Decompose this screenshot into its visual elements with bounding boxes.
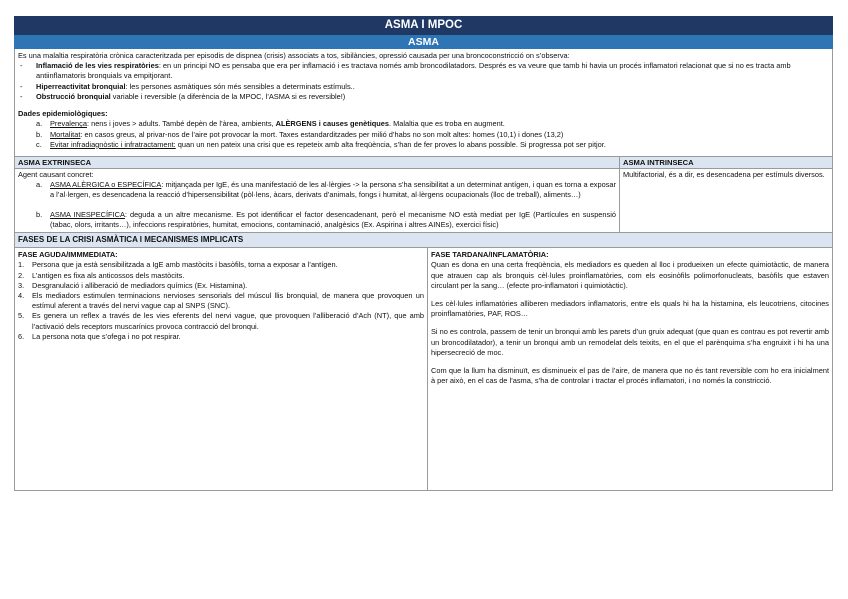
late-phase-paragraph: Si no es controla, passem de tenir un bronqui amb les parets d’un gruix adequat (que quan es contrau es pot revertir amb un broncodilatador), a tenir un bronqui amb un remodelat dels teixits, en el que el parènquima s’ha engruixit i hi ha una hipersecreció de moc. (431, 327, 829, 357)
item-text: : mitjançada per IgE, és una manifestació de les al·lèrgies -> la persona s’ha sensibilitat a un determinat antígen, i quan es torna a exposar a l’al·lergen, es desencadena la reacció d’hipersensibilitat (pòl·lens, àcars, derivats d’animals, fongs i humitat, al·lèrgens ocupacionals (lloc de treball), aliments…) (50, 180, 616, 200)
late-phase-paragraph: Com que la llum ha disminuït, es disminueix el pas de l’aire, de manera que no és tant reversible com ho era inicialment à per això, en el cas de l’asma, s’ha de controlar i tractar el procés inflamatori, i no només la constricció. (431, 366, 829, 386)
item-label: ASMA ALÈRGICA o ESPECÍFICA (50, 180, 162, 190)
item-label: ASMA INESPECÍFICA (50, 209, 125, 219)
document-page (14, 16, 833, 491)
epidemiology-item (18, 140, 829, 150)
list-marker: a. (36, 180, 43, 190)
document-title: ASMA I MPOC (14, 16, 833, 35)
feature-text: : en un principi NO es pensaba que era per inflamació i es tractava només amb broncodilatadors. Després es va veure que tamb hi havia un procés inflamatori relacionat que si no es tracta amb antiinflamatoris bronquials va empitjorant. (36, 61, 791, 81)
section-subtitle: ASMA (14, 35, 833, 49)
intrinsic-column (620, 157, 832, 232)
late-phase-column (428, 248, 832, 490)
acute-step: 6. La persona nota que s’ofega i no pot respirar. (18, 331, 181, 341)
step-text: Desgranulació i alliberació de mediadors químics (Ex. Histamina). (32, 280, 248, 290)
extrinsic-list (18, 180, 616, 230)
item-text: : deguda a un altre mecanisme. Es pot identificar el factor desencadenant, però el mecanisme NO està mediat per IgE (Partícules en suspensió (tabac, olors, irritants…), infeccions respiratòries, humitat, emocions, contaminació, analgèsics (Ex. Aspirina i altres AINEs), exercici físic) (50, 209, 616, 229)
extrinsic-column (15, 157, 620, 232)
epidemiology-item (18, 119, 829, 129)
feature-item (18, 61, 829, 81)
epidemiology-list (18, 119, 829, 150)
acute-step: 3. Desgranulació i alliberació de mediadors químics (Ex. Histamina). (18, 280, 248, 290)
intrinsic-text: Multifactorial, és a dir, es desencadena per estímuls diversos. (623, 169, 825, 179)
feature-item (18, 92, 829, 102)
feature-label: Obstrucció bronquial (36, 91, 111, 101)
item-text-end: . Malaltia que es troba en augment. (389, 119, 505, 129)
extrinsic-intro: Agent causant concret: (18, 169, 94, 179)
acute-step: 1. Persona que ja està sensibilitzada a IgE amb mastòcits i basòfils, torna a exposar a l’antígen. (18, 260, 338, 270)
epidemiology-title: Dades epidemiològiques: (18, 109, 108, 119)
item-label: Evitar infradiagnòstic i infratractament: (50, 139, 176, 149)
item-label: Prevalença (50, 119, 87, 129)
extrinsic-header: ASMA EXTRINSECA (15, 157, 619, 169)
feature-text: variable i reversible (a diferència de la MPOC, l’ASMA si es reversible!) (110, 91, 346, 101)
acute-step: 4. Els mediadors estimulen terminacions nervioses sensorials del múscul llis bronquial, de manera que provoquen un estímul aferent a través del nervi vague cap al SNPS (SNC). (18, 290, 424, 311)
acute-step: 5. Es genera un reflex a través de les vies eferents del nervi vague, que provoquen l’alliberació d’Ach (NT), que amb l’activació dels receptors muscarínics provoca contracció del bronqui. (18, 311, 424, 331)
acute-step: 2. L’antigen es fixa als anticossos dels mastòcits. (18, 270, 185, 280)
list-marker: b. (36, 129, 43, 139)
item-text: : nens i joves > adults. També depèn de l’àrea, ambients, (86, 119, 276, 129)
late-phase-title: FASE TARDANA/INFLAMATÒRIA: (431, 250, 549, 260)
item-text: : en casos greus, al privar-nos de l’aire pot provocar la mort. Taxes estandarditzades per milió d’habs no son molt altes: homes (10,1) i dones (13,2) (80, 129, 564, 139)
step-text: L’antigen es fixa als anticossos dels mastòcits. (32, 270, 185, 280)
extrinsic-item (18, 180, 616, 200)
step-text: Persona que ja està sensibilitzada a IgE amb mastòcits i basòfils, torna a exposar a l’antígen. (32, 260, 338, 270)
intro-section (14, 49, 833, 157)
item-bold: ALÈRGENS i causes genètiques (275, 119, 389, 129)
extrinsic-cell (15, 169, 619, 232)
feature-item (18, 82, 829, 92)
late-phase-paragraph: Quan es dona en una certa freqüència, els mediadors es queden al lloc i produeixen un efecte quimiotàctic, de manera que atrauen cap als bronquis cèl·lules proinflamatòries, com els eosinòfils polimorfonucleats, basòfils que estaven circulant per la sang… (efecte pro-inflamatori i quimiotàctic). (431, 260, 829, 290)
step-text: La persona nota que s’ofega i no pot respirar. (32, 331, 181, 341)
epidemiology-block (18, 109, 829, 150)
feature-text: : les persones asmàtiques són més sensibles a determinats estímuls.. (125, 81, 355, 91)
acute-phase-column (15, 248, 428, 490)
types-table (14, 157, 833, 233)
acute-phase-title: FASE AGUDA/IMMMEDIATA: (18, 250, 118, 260)
phases-table (14, 248, 833, 491)
list-marker: a. (36, 119, 43, 129)
feature-label: Hiperreactivitat bronquial (36, 81, 126, 91)
epidemiology-item (18, 130, 829, 140)
extrinsic-item (18, 210, 616, 230)
item-text: quan un nen pateix una crisi que es repeteix amb alta freqüència, s’han de fer proves lo abans possible. Si progressa pot ser pitjor. (175, 139, 606, 149)
step-text: Els mediadors estimulen terminacions nervioses sensorials del múscul llis bronquial, de manera que provoquen un estímul aferent a través del nervi vague cap al SNPS (SNC). (32, 290, 424, 311)
phases-header: FASES DE LA CRISI ASMÀTICA I MECANISMES IMPLICATS (14, 233, 833, 248)
list-marker: b. (36, 209, 43, 219)
intrinsic-header: ASMA INTRINSECA (620, 157, 832, 169)
acute-phase-list (18, 260, 424, 342)
feature-label: Inflamació de les vies respiratòries (36, 61, 159, 71)
late-phase-paragraph: Les cèl·lules inflamatòries alliberen mediadors inflamatoris, entre els quals hi ha la histamina, els leucotriens, citocines proinflamatòries, PAF, ROS… (431, 298, 829, 319)
item-label: Mortalitat (50, 129, 81, 139)
step-text: Es genera un reflex a través de les vies eferents del nervi vague, que provoquen l’alliberació d’Ach (NT), que amb l’activació dels receptors muscarínics provoca contracció del bronqui. (32, 311, 424, 331)
features-list (18, 61, 829, 102)
definition-text: Es una malaltia respiratòria crònica caracteritzada per episodis de dispnea (crisis) associats a tos, sibilàncies, opressió causada per una broncoconstricció on s’observa: (18, 51, 570, 60)
list-marker: c. (36, 139, 42, 149)
